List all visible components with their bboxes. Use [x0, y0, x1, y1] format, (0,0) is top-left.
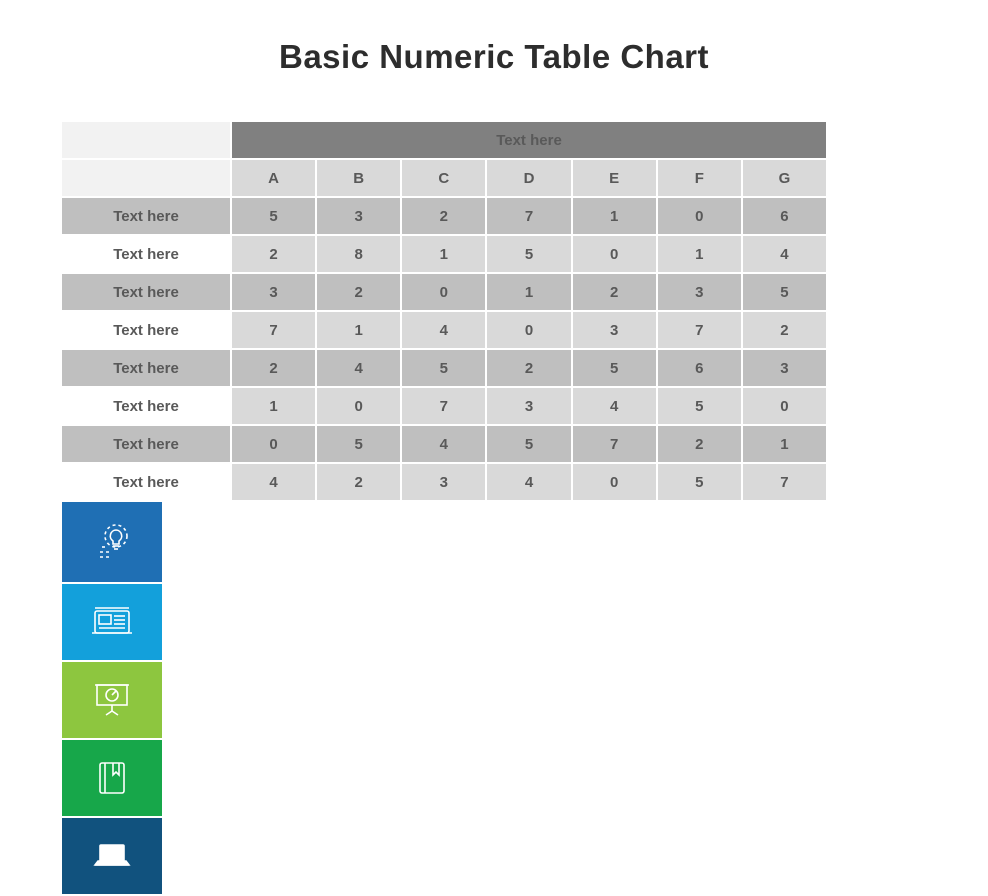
- cell-1-b: 3: [317, 198, 400, 234]
- row-label-1: Text here: [62, 198, 230, 234]
- cell-3-c: 0: [402, 274, 485, 310]
- presentation-board-icon: [87, 675, 137, 725]
- cell-8-c: 3: [402, 464, 485, 500]
- column-header-d: D: [487, 160, 570, 196]
- cell-2-g: 4: [743, 236, 826, 272]
- cell-5-g: 3: [743, 350, 826, 386]
- table-chart: [60, 120, 928, 896]
- table-row: [62, 426, 826, 462]
- cell-1-e: 1: [573, 198, 656, 234]
- table-row: [62, 236, 826, 272]
- table-column-header-row: [62, 160, 826, 196]
- table-row: [62, 388, 826, 424]
- cell-1-d: 7: [487, 198, 570, 234]
- cell-4-a: 7: [232, 312, 315, 348]
- cell-7-a: 0: [232, 426, 315, 462]
- cell-5-f: 6: [658, 350, 741, 386]
- cell-8-a: 4: [232, 464, 315, 500]
- table-corner-cell: [62, 122, 230, 158]
- numeric-table: [60, 120, 828, 502]
- cell-2-c: 1: [402, 236, 485, 272]
- cell-2-a: 2: [232, 236, 315, 272]
- cell-1-c: 2: [402, 198, 485, 234]
- column-header-c: C: [402, 160, 485, 196]
- newspaper-icon: [87, 597, 137, 647]
- icon-column: [62, 502, 162, 896]
- cell-6-e: 4: [573, 388, 656, 424]
- cell-4-e: 3: [573, 312, 656, 348]
- column-header-f: F: [658, 160, 741, 196]
- cell-7-g: 1: [743, 426, 826, 462]
- row-label-2: Text here: [62, 236, 230, 272]
- table-row: [62, 198, 826, 234]
- cell-3-e: 2: [573, 274, 656, 310]
- cell-3-d: 1: [487, 274, 570, 310]
- cell-2-e: 0: [573, 236, 656, 272]
- row-label-6: Text here: [62, 388, 230, 424]
- icon-tile-laptop: [62, 818, 162, 894]
- table-row: [62, 350, 826, 386]
- cell-5-c: 5: [402, 350, 485, 386]
- cell-6-b: 0: [317, 388, 400, 424]
- table-row: [62, 274, 826, 310]
- cell-6-d: 3: [487, 388, 570, 424]
- cell-8-f: 5: [658, 464, 741, 500]
- cell-8-g: 7: [743, 464, 826, 500]
- row-label-3: Text here: [62, 274, 230, 310]
- cell-5-e: 5: [573, 350, 656, 386]
- icon-tile-newspaper: [62, 584, 162, 660]
- cell-7-f: 2: [658, 426, 741, 462]
- cell-2-b: 8: [317, 236, 400, 272]
- laptop-icon: [87, 831, 137, 881]
- column-header-b: B: [317, 160, 400, 196]
- table-row: [62, 312, 826, 348]
- page-title: Basic Numeric Table Chart: [278, 38, 710, 75]
- cell-1-f: 0: [658, 198, 741, 234]
- cell-3-f: 3: [658, 274, 741, 310]
- cell-3-g: 5: [743, 274, 826, 310]
- table-span-header: Text here: [232, 122, 826, 158]
- column-header-g: G: [743, 160, 826, 196]
- cell-2-f: 1: [658, 236, 741, 272]
- table-corner-cell-2: [62, 160, 230, 196]
- cell-1-a: 5: [232, 198, 315, 234]
- cell-5-a: 2: [232, 350, 315, 386]
- row-label-5: Text here: [62, 350, 230, 386]
- cell-4-d: 0: [487, 312, 570, 348]
- cell-6-f: 5: [658, 388, 741, 424]
- cell-6-a: 1: [232, 388, 315, 424]
- cell-6-g: 0: [743, 388, 826, 424]
- notebook-icon: [87, 753, 137, 803]
- cell-8-e: 0: [573, 464, 656, 500]
- cell-5-b: 4: [317, 350, 400, 386]
- cell-4-b: 1: [317, 312, 400, 348]
- cell-3-b: 2: [317, 274, 400, 310]
- column-header-e: E: [573, 160, 656, 196]
- cell-7-b: 5: [317, 426, 400, 462]
- cell-4-f: 7: [658, 312, 741, 348]
- cell-1-g: 6: [743, 198, 826, 234]
- row-label-7: Text here: [62, 426, 230, 462]
- icon-tile-notebook: [62, 740, 162, 816]
- table-header-span-row: [62, 122, 826, 158]
- cell-5-d: 2: [487, 350, 570, 386]
- column-header-a: A: [232, 160, 315, 196]
- cell-7-c: 4: [402, 426, 485, 462]
- cell-4-g: 2: [743, 312, 826, 348]
- cell-6-c: 7: [402, 388, 485, 424]
- cell-2-d: 5: [487, 236, 570, 272]
- icon-tile-presentation: [62, 662, 162, 738]
- row-label-4: Text here: [62, 312, 230, 348]
- icon-tile-lightbulb: [62, 502, 162, 582]
- cell-8-d: 4: [487, 464, 570, 500]
- cell-7-e: 7: [573, 426, 656, 462]
- table-row: [62, 464, 826, 500]
- lightbulb-icon: [86, 516, 138, 568]
- cell-4-c: 4: [402, 312, 485, 348]
- cell-3-a: 3: [232, 274, 315, 310]
- cell-7-d: 5: [487, 426, 570, 462]
- cell-8-b: 2: [317, 464, 400, 500]
- row-label-8: Text here: [62, 464, 230, 500]
